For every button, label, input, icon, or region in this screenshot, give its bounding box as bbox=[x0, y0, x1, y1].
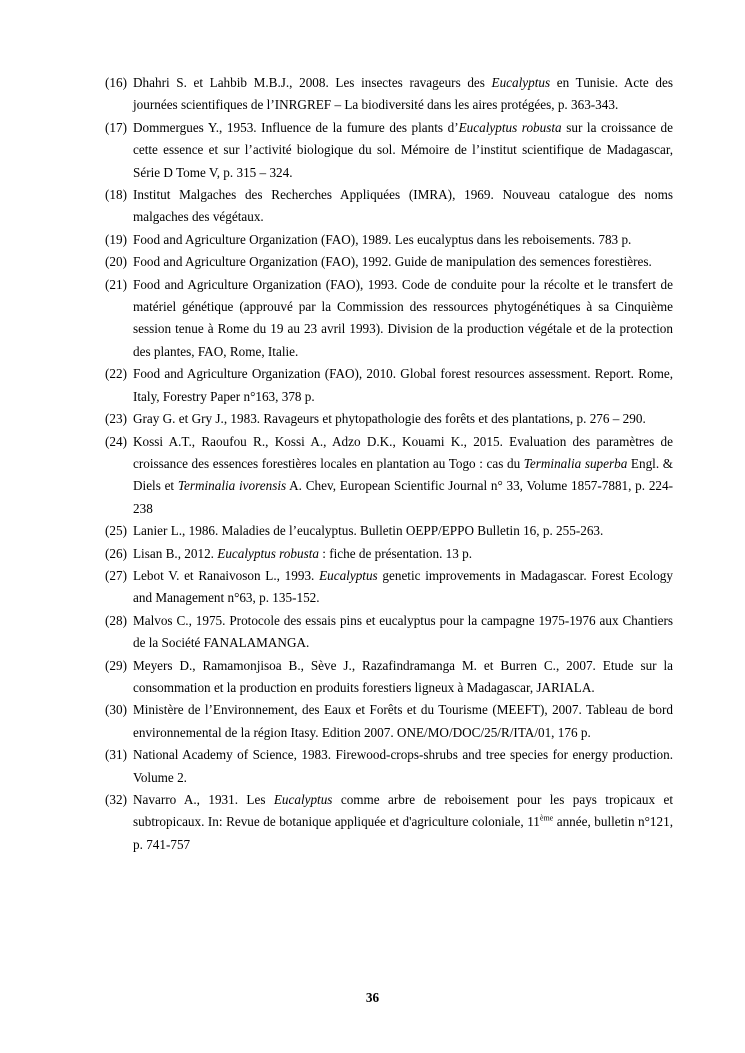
reference-number: (26) bbox=[105, 545, 127, 561]
reference-text-segment: : fiche de présentation. 13 p. bbox=[318, 545, 473, 561]
reference-text-segment: Food and Agriculture Organization (FAO), 1989. Les eucalyptus dans les reboisements. 783 p. bbox=[133, 231, 632, 247]
reference-text bbox=[133, 408, 673, 430]
reference-item bbox=[105, 363, 673, 408]
italic-taxon-text: Eucalyptus bbox=[319, 567, 378, 583]
reference-text-segment: Food and Agriculture Organization (FAO), 2010. Global forest resources assessment. Report. Rome, Italy, Forestry Paper n°163, 378 p. bbox=[133, 366, 673, 404]
reference-item bbox=[105, 184, 673, 229]
reference-text bbox=[133, 117, 673, 184]
reference-item bbox=[105, 744, 673, 789]
reference-number: (16) bbox=[105, 75, 127, 90]
reference-text-segment: Lisan B., 2012. bbox=[133, 545, 218, 561]
reference-item bbox=[105, 251, 673, 273]
reference-number: (25) bbox=[105, 523, 127, 539]
reference-item bbox=[105, 72, 673, 117]
reference-text-segment: Gray G. et Gry J., 1983. Ravageurs et phytopathologie des forêts et des plantations, p. 276 – 290. bbox=[133, 411, 646, 427]
reference-text bbox=[133, 789, 673, 856]
reference-text-segment: année, bulletin n°121, p. 741-757 bbox=[133, 814, 673, 852]
reference-number: (32) bbox=[105, 792, 127, 807]
reference-text bbox=[133, 699, 673, 744]
reference-text bbox=[133, 229, 673, 251]
reference-text bbox=[133, 543, 673, 565]
reference-text-segment: National Academy of Science, 1983. Firewood-crops-shrubs and tree species for energy production. Volume 2. bbox=[133, 747, 673, 785]
reference-text bbox=[133, 744, 673, 789]
reference-text-segment: Meyers D., Ramamonjisoa B., Sève J., Razafindramanga M. et Burren C., 2007. Etude sur la consommation et la production en produits forestiers ligneux à Madagascar, JARIALA. bbox=[133, 657, 673, 695]
reference-text bbox=[133, 274, 673, 364]
reference-item bbox=[105, 543, 673, 565]
reference-item bbox=[105, 565, 673, 610]
reference-number: (30) bbox=[105, 702, 127, 718]
italic-taxon-text: Terminalia superba bbox=[523, 455, 628, 471]
reference-number: (23) bbox=[105, 411, 127, 427]
italic-taxon-text: Eucalyptus robusta bbox=[217, 545, 319, 561]
reference-text bbox=[133, 72, 673, 117]
reference-item bbox=[105, 274, 673, 364]
reference-item bbox=[105, 117, 673, 184]
reference-text bbox=[133, 431, 673, 521]
reference-text-segment: Kossi A.T., Raoufou R., Kossi A., Adzo D.K., Kouami K., 2015. Evaluation des paramètres de croissance des essences forestières locales en plantation au Togo : cas du bbox=[133, 433, 673, 471]
reference-item bbox=[105, 699, 673, 744]
reference-number: (18) bbox=[105, 187, 127, 203]
italic-taxon-text: Eucalyptus robusta bbox=[458, 119, 562, 135]
reference-list bbox=[105, 72, 673, 856]
reference-number: (22) bbox=[105, 366, 127, 382]
reference-number: (24) bbox=[105, 433, 127, 449]
reference-text bbox=[133, 363, 673, 408]
reference-item bbox=[105, 655, 673, 700]
reference-text-segment: Institut Malgaches des Recherches Appliquées (IMRA), 1969. Nouveau catalogue des noms malgaches des végétaux. bbox=[133, 187, 673, 225]
reference-text-segment: Navarro A., 1931. Les bbox=[133, 792, 274, 807]
reference-number: (28) bbox=[105, 612, 127, 628]
reference-number: (29) bbox=[105, 657, 127, 673]
reference-text bbox=[133, 520, 673, 542]
reference-number: (27) bbox=[105, 567, 127, 583]
reference-item bbox=[105, 610, 673, 655]
superscript-text: ème bbox=[539, 814, 554, 824]
reference-text-segment: Food and Agriculture Organization (FAO), 1992. Guide de manipulation des semences forestières. bbox=[133, 254, 652, 270]
reference-text-segment: Engl. & Diels et bbox=[133, 455, 673, 494]
reference-text-segment: en Tunisie. Acte des journées scientifiques de l’INRGREF – La biodiversité dans les aires protégées, p. 363-343. bbox=[133, 75, 673, 113]
reference-text-segment: Food and Agriculture Organization (FAO), 1993. Code de conduite pour la récolte et le transfert de matériel génétique (approuvé par la Commission des ressources phytogénétiques à sa Cinquième session tenue à Rome du 19 au 23 avril 1993). Division de la production végétale et de la protection des plantes, FAO, Rome, Italie. bbox=[133, 276, 673, 359]
reference-text-segment: Lanier L., 1986. Maladies de l’eucalyptus. Bulletin OEPP/EPPO Bulletin 16, p. 255-263. bbox=[133, 523, 604, 539]
reference-text bbox=[133, 251, 673, 273]
reference-text bbox=[133, 610, 673, 655]
reference-text-segment: comme arbre de reboisement pour les pays tropicaux et subtropicaux. In: Revue de botanique appliquée et d'agriculture coloniale, 11 bbox=[133, 792, 674, 830]
reference-text-segment: genetic improvements in Madagascar. Forest Ecology and Management n°63, p. 135-152. bbox=[133, 567, 673, 606]
reference-item bbox=[105, 431, 673, 521]
reference-number: (17) bbox=[105, 119, 127, 135]
reference-text-segment: sur la croissance de cette essence et sur l’activité biologique du sol. Mémoire de l’institut scientifique de Madagascar, Série D Tome V, p. 315 – 324. bbox=[133, 119, 673, 180]
reference-number: (19) bbox=[105, 231, 127, 247]
reference-text bbox=[133, 184, 673, 229]
reference-text-segment: Ministère de l’Environnement, des Eaux et Forêts et du Tourisme (MEEFT), 2007. Tableau de bord environnemental de la région Itasy. Edition 2007. ONE/MO/DOC/25/R/ITA/01, 176 p. bbox=[133, 702, 673, 740]
reference-text-segment: Malvos C., 1975. Protocole des essais pins et eucalyptus pour la campagne 1975-1976 aux Chantiers de la Société FANALAMANGA. bbox=[133, 612, 673, 651]
reference-item bbox=[105, 520, 673, 542]
reference-number: (31) bbox=[105, 747, 127, 763]
italic-taxon-text: Eucalyptus bbox=[273, 792, 333, 807]
reference-item bbox=[105, 229, 673, 251]
reference-number: (20) bbox=[105, 254, 127, 270]
reference-text bbox=[133, 655, 673, 700]
reference-text-segment: Dhahri S. et Lahbib M.B.J., 2008. Les insectes ravageurs des bbox=[133, 75, 492, 90]
reference-text-segment: A. Chev, European Scientific Journal n° 33, Volume 1857-7881, p. 224-238 bbox=[133, 478, 673, 516]
reference-number: (21) bbox=[105, 276, 127, 292]
reference-text-segment: Lebot V. et Ranaivoson L., 1993. bbox=[133, 567, 320, 583]
italic-taxon-text: Eucalyptus bbox=[491, 75, 551, 90]
reference-item bbox=[105, 789, 673, 856]
reference-text bbox=[133, 565, 673, 610]
reference-item bbox=[105, 408, 673, 430]
page-number: 36 bbox=[365, 990, 380, 1005]
reference-text-segment: Dommergues Y., 1953. Influence de la fumure des plants d’ bbox=[133, 119, 459, 135]
italic-taxon-text: Terminalia ivorensis bbox=[177, 478, 287, 494]
